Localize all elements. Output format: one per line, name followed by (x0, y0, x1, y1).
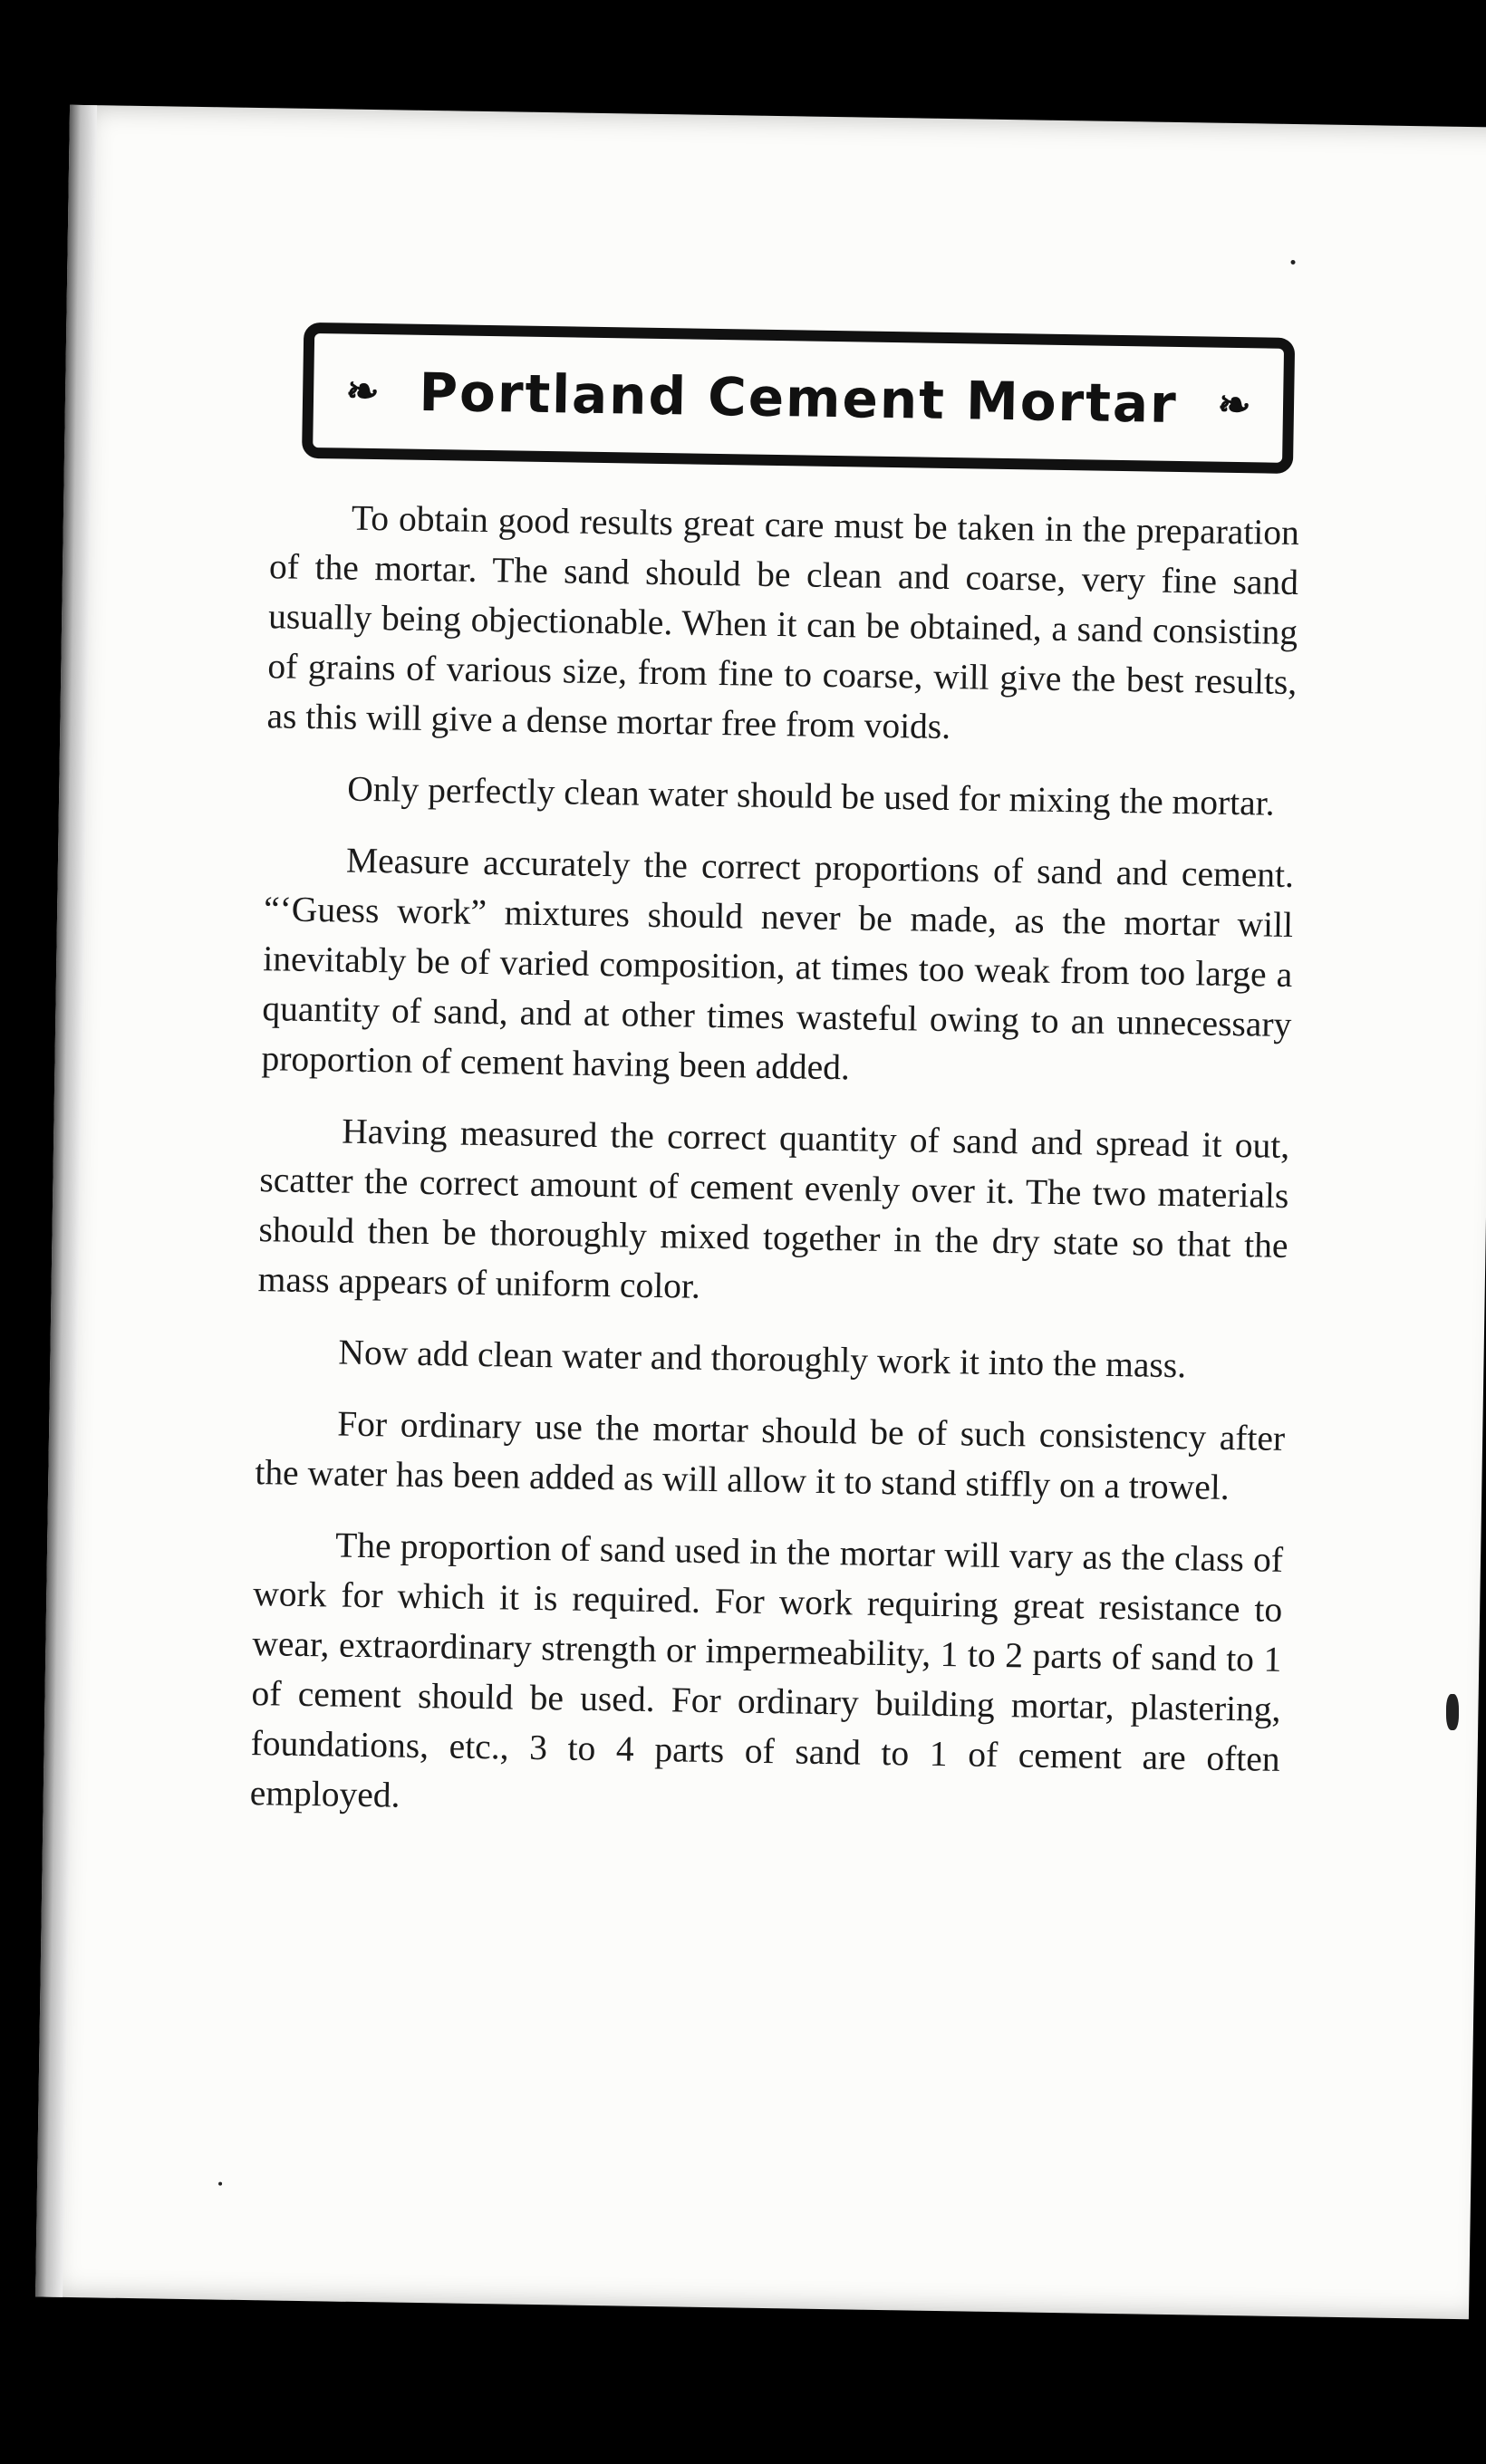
paragraph-sand-quality: To obtain good results great care must be taken in the preparation of the mortar. The sand should be clean and coarse, very fine sand usually being objectionable. When it can be obtained, a sand consisting of grains of various size, from fine to coarse, will give the best results, as this will give a dense mortar free from voids. (266, 497, 1300, 747)
paragraph-dry-mixing: Having measured the correct quantity of sand and spread it out, scatter the correct amount of cement evenly over it. The two materials should then be thoroughly mixed together in the dry state so that the mass appears of uniform color. (257, 1111, 1290, 1306)
title-frame (302, 322, 1295, 474)
right-fleuron-icon: ❧ (1217, 381, 1251, 428)
paragraph-clean-water: Only perfectly clean water should be used for mixing the mortar. (346, 768, 1275, 823)
body-text (249, 492, 1299, 1856)
book-page (35, 105, 1486, 2320)
paragraph-measure-proportions: Measure accurately the correct proportions of sand and cement. “‘Guess work” mixtures should never be made, as the mortar will inevitably be of varied composition, at times too weak from too large a quantity of sand, and at other times wasteful owing to an unnecessary proportion of cement having been added. (261, 840, 1295, 1088)
page-binding-edge (35, 105, 97, 2297)
scan-speck (1291, 260, 1296, 265)
page-title: Portland Cement Mortar (419, 361, 1179, 435)
scan-speck (1446, 1694, 1459, 1730)
left-fleuron-icon: ❧ (345, 368, 380, 415)
paragraph-consistency: For ordinary use the mortar should be of such consistency after the water has been added as will allow it to stand stiffly on a trowel. (255, 1403, 1286, 1508)
paragraph-add-water: Now add clean water and thoroughly work it into the mass. (338, 1332, 1187, 1386)
scan-speck (218, 2182, 222, 2186)
paragraph-sand-ratio: The proportion of sand used in the mortar will vary as the class of work for which it is required. For work requiring great resistance to wear, extraordinary strength or impermeability, 1 to 2 parts of sand to 1 of cement should be used. For ordinary building mortar, plastering, foundations, etc., 3 to 4 parts of sand to 1 of cement are often employed. (249, 1525, 1284, 1815)
